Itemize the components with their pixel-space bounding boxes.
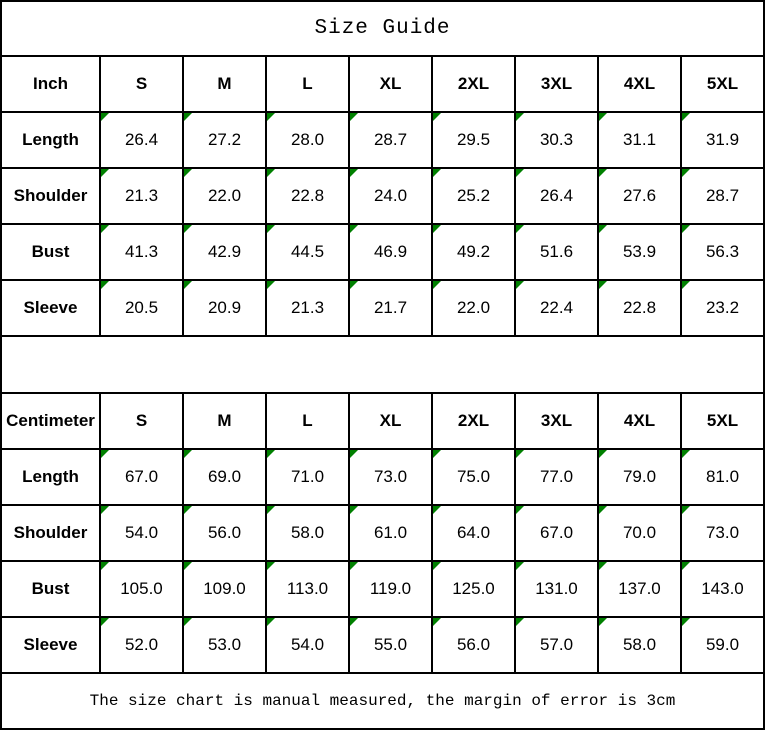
size-value: 143.0 <box>701 578 744 598</box>
cell-corner-marker-icon <box>267 169 275 177</box>
cell-corner-marker-icon <box>433 562 441 570</box>
size-value: 137.0 <box>618 578 661 598</box>
size-value-cell <box>598 280 681 336</box>
row-label: Bust <box>1 224 100 280</box>
size-value: 56.3 <box>705 242 740 262</box>
size-value-cell <box>681 449 764 505</box>
size-value-cell <box>266 561 349 617</box>
size-value: 54.0 <box>124 522 159 542</box>
table-row <box>1 112 764 168</box>
size-value-cell <box>515 561 598 617</box>
cell-corner-marker-icon <box>516 506 524 514</box>
size-value-cell <box>100 505 183 561</box>
cell-corner-marker-icon <box>101 281 109 289</box>
size-value: 20.9 <box>207 298 242 318</box>
cell-corner-marker-icon <box>682 450 690 458</box>
cell-corner-marker-icon <box>267 618 275 626</box>
cell-corner-marker-icon <box>433 450 441 458</box>
cell-corner-marker-icon <box>599 169 607 177</box>
cell-corner-marker-icon <box>101 450 109 458</box>
size-value: 71.0 <box>290 466 325 486</box>
cell-corner-marker-icon <box>682 506 690 514</box>
size-value-cell <box>266 280 349 336</box>
size-value-cell <box>598 449 681 505</box>
cell-corner-marker-icon <box>350 281 358 289</box>
size-column-header: L <box>266 393 349 449</box>
size-value-cell <box>432 224 515 280</box>
spacer-cell <box>1 336 764 392</box>
size-value: 27.6 <box>622 186 657 206</box>
size-value-cell <box>432 168 515 224</box>
cell-corner-marker-icon <box>184 169 192 177</box>
size-value-cell <box>515 449 598 505</box>
size-value: 28.0 <box>290 130 325 150</box>
table-row <box>1 449 764 505</box>
size-value: 49.2 <box>456 242 491 262</box>
cell-corner-marker-icon <box>433 169 441 177</box>
cell-corner-marker-icon <box>433 225 441 233</box>
row-label: Shoulder <box>1 168 100 224</box>
cell-corner-marker-icon <box>101 225 109 233</box>
table-row <box>1 168 764 224</box>
footer-row <box>1 673 764 729</box>
cell-corner-marker-icon <box>101 113 109 121</box>
size-value-cell <box>349 505 432 561</box>
size-value: 22.0 <box>456 298 491 318</box>
size-value: 67.0 <box>539 522 574 542</box>
size-value-cell <box>266 168 349 224</box>
size-value: 69.0 <box>207 466 242 486</box>
cell-corner-marker-icon <box>267 562 275 570</box>
cell-corner-marker-icon <box>184 562 192 570</box>
row-label: Bust <box>1 561 100 617</box>
size-value-cell <box>681 224 764 280</box>
cell-corner-marker-icon <box>267 506 275 514</box>
size-value-cell <box>598 224 681 280</box>
size-value-cell <box>183 112 266 168</box>
size-value-cell <box>100 617 183 673</box>
size-column-header: L <box>266 56 349 112</box>
size-column-header: 4XL <box>598 56 681 112</box>
size-value: 30.3 <box>539 130 574 150</box>
cell-corner-marker-icon <box>433 281 441 289</box>
cell-corner-marker-icon <box>682 618 690 626</box>
size-value-cell <box>349 280 432 336</box>
cell-corner-marker-icon <box>267 225 275 233</box>
cell-corner-marker-icon <box>599 281 607 289</box>
size-value-cell <box>183 280 266 336</box>
size-value: 131.0 <box>535 578 578 598</box>
cell-corner-marker-icon <box>682 225 690 233</box>
size-value-cell <box>598 168 681 224</box>
cell-corner-marker-icon <box>599 113 607 121</box>
size-value-cell <box>432 112 515 168</box>
cell-corner-marker-icon <box>267 113 275 121</box>
size-column-header: S <box>100 393 183 449</box>
size-value: 125.0 <box>452 578 495 598</box>
size-column-header: 5XL <box>681 56 764 112</box>
size-value-cell <box>681 280 764 336</box>
size-value: 81.0 <box>705 466 740 486</box>
size-value: 57.0 <box>539 634 574 654</box>
size-value-cell <box>266 505 349 561</box>
size-value-cell <box>515 280 598 336</box>
size-value: 54.0 <box>290 634 325 654</box>
row-label: Sleeve <box>1 617 100 673</box>
cell-corner-marker-icon <box>599 506 607 514</box>
size-value-cell <box>100 112 183 168</box>
size-value: 31.9 <box>705 130 740 150</box>
cell-corner-marker-icon <box>516 618 524 626</box>
size-value: 67.0 <box>124 466 159 486</box>
size-value: 56.0 <box>456 634 491 654</box>
cell-corner-marker-icon <box>433 506 441 514</box>
cell-corner-marker-icon <box>516 450 524 458</box>
size-value-cell <box>515 224 598 280</box>
table-row <box>1 505 764 561</box>
size-value: 41.3 <box>124 242 159 262</box>
size-value: 58.0 <box>290 522 325 542</box>
row-label: Sleeve <box>1 280 100 336</box>
size-value-cell <box>183 224 266 280</box>
cell-corner-marker-icon <box>184 506 192 514</box>
cell-corner-marker-icon <box>350 169 358 177</box>
size-value: 59.0 <box>705 634 740 654</box>
size-value-cell <box>515 112 598 168</box>
size-value-cell <box>598 112 681 168</box>
size-value: 53.9 <box>622 242 657 262</box>
size-header-row <box>1 393 764 449</box>
size-value-cell <box>100 449 183 505</box>
size-column-header: XL <box>349 393 432 449</box>
size-value-cell <box>349 617 432 673</box>
size-column-header: XL <box>349 56 432 112</box>
size-value: 70.0 <box>622 522 657 542</box>
cell-corner-marker-icon <box>682 562 690 570</box>
size-value: 73.0 <box>373 466 408 486</box>
size-value-cell <box>598 561 681 617</box>
table-row <box>1 224 764 280</box>
size-value-cell <box>183 168 266 224</box>
size-value: 109.0 <box>203 578 246 598</box>
size-value: 52.0 <box>124 634 159 654</box>
size-value: 119.0 <box>369 578 412 598</box>
size-value: 22.8 <box>290 186 325 206</box>
cell-corner-marker-icon <box>184 225 192 233</box>
size-value: 21.3 <box>290 298 325 318</box>
size-value: 77.0 <box>539 466 574 486</box>
size-value-cell <box>183 617 266 673</box>
size-value-cell <box>183 561 266 617</box>
size-value: 26.4 <box>124 130 159 150</box>
cell-corner-marker-icon <box>267 281 275 289</box>
size-column-header: 3XL <box>515 393 598 449</box>
size-value-cell <box>183 505 266 561</box>
cell-corner-marker-icon <box>682 113 690 121</box>
size-value: 27.2 <box>207 130 242 150</box>
size-value-cell <box>432 505 515 561</box>
cell-corner-marker-icon <box>184 113 192 121</box>
size-value: 25.2 <box>456 186 491 206</box>
cell-corner-marker-icon <box>184 281 192 289</box>
size-value: 28.7 <box>373 130 408 150</box>
size-value: 23.2 <box>705 298 740 318</box>
size-value-cell <box>681 112 764 168</box>
size-value: 24.0 <box>373 186 408 206</box>
size-header-row <box>1 56 764 112</box>
cell-corner-marker-icon <box>101 506 109 514</box>
cell-corner-marker-icon <box>101 562 109 570</box>
size-value-cell <box>515 168 598 224</box>
size-column-header: S <box>100 56 183 112</box>
size-value: 20.5 <box>124 298 159 318</box>
size-value: 46.9 <box>373 242 408 262</box>
size-value: 44.5 <box>290 242 325 262</box>
size-column-header: M <box>183 393 266 449</box>
size-value: 21.7 <box>373 298 408 318</box>
cell-corner-marker-icon <box>516 169 524 177</box>
size-value-cell <box>598 617 681 673</box>
size-value-cell <box>681 617 764 673</box>
spacer-row <box>1 336 764 392</box>
cell-corner-marker-icon <box>350 113 358 121</box>
table-row <box>1 280 764 336</box>
size-value-cell <box>100 280 183 336</box>
cell-corner-marker-icon <box>184 618 192 626</box>
footer-note: The size chart is manual measured, the margin of error is 3cm <box>1 673 764 729</box>
cell-corner-marker-icon <box>350 225 358 233</box>
cell-corner-marker-icon <box>350 506 358 514</box>
cell-corner-marker-icon <box>682 169 690 177</box>
cell-corner-marker-icon <box>350 618 358 626</box>
size-value: 22.4 <box>539 298 574 318</box>
size-value-cell <box>515 505 598 561</box>
size-value-cell <box>432 449 515 505</box>
cell-corner-marker-icon <box>267 450 275 458</box>
cell-corner-marker-icon <box>599 450 607 458</box>
size-column-header: 2XL <box>432 56 515 112</box>
size-value: 21.3 <box>124 186 159 206</box>
size-value-cell <box>100 224 183 280</box>
row-label: Length <box>1 449 100 505</box>
table-row <box>1 561 764 617</box>
cell-corner-marker-icon <box>101 169 109 177</box>
unit-header-cell: Centimeter <box>1 393 100 449</box>
size-value: 75.0 <box>456 466 491 486</box>
size-value: 79.0 <box>622 466 657 486</box>
size-value: 56.0 <box>207 522 242 542</box>
size-column-header: M <box>183 56 266 112</box>
cell-corner-marker-icon <box>682 281 690 289</box>
size-value-cell <box>349 112 432 168</box>
size-column-header: 3XL <box>515 56 598 112</box>
cell-corner-marker-icon <box>184 450 192 458</box>
size-value-cell <box>266 112 349 168</box>
size-value-cell <box>349 168 432 224</box>
size-value: 58.0 <box>622 634 657 654</box>
size-value: 31.1 <box>622 130 657 150</box>
size-value-cell <box>349 561 432 617</box>
size-value: 105.0 <box>120 578 163 598</box>
size-value-cell <box>183 449 266 505</box>
size-value-cell <box>266 617 349 673</box>
row-label: Shoulder <box>1 505 100 561</box>
size-value: 55.0 <box>373 634 408 654</box>
cell-corner-marker-icon <box>599 618 607 626</box>
size-value: 61.0 <box>373 522 408 542</box>
size-value: 42.9 <box>207 242 242 262</box>
size-value-cell <box>598 505 681 561</box>
size-value-cell <box>266 449 349 505</box>
cell-corner-marker-icon <box>516 113 524 121</box>
size-value: 64.0 <box>456 522 491 542</box>
size-value: 29.5 <box>456 130 491 150</box>
cell-corner-marker-icon <box>599 562 607 570</box>
size-column-header: 5XL <box>681 393 764 449</box>
inch-section <box>1 56 764 336</box>
size-value-cell <box>349 449 432 505</box>
size-value: 28.7 <box>705 186 740 206</box>
size-value-cell <box>515 617 598 673</box>
size-value-cell <box>432 280 515 336</box>
size-value: 26.4 <box>539 186 574 206</box>
cell-corner-marker-icon <box>101 618 109 626</box>
size-value-cell <box>100 561 183 617</box>
size-column-header: 4XL <box>598 393 681 449</box>
size-value-cell <box>681 505 764 561</box>
size-value-cell <box>432 561 515 617</box>
cell-corner-marker-icon <box>433 113 441 121</box>
size-value: 51.6 <box>539 242 574 262</box>
page-title: Size Guide <box>1 1 764 56</box>
size-value-cell <box>349 224 432 280</box>
size-column-header: 2XL <box>432 393 515 449</box>
size-value-cell <box>100 168 183 224</box>
size-value: 22.8 <box>622 298 657 318</box>
size-value-cell <box>681 168 764 224</box>
table-row <box>1 617 764 673</box>
size-value-cell <box>432 617 515 673</box>
cell-corner-marker-icon <box>350 562 358 570</box>
size-value: 73.0 <box>705 522 740 542</box>
cell-corner-marker-icon <box>433 618 441 626</box>
cell-corner-marker-icon <box>599 225 607 233</box>
size-value: 53.0 <box>207 634 242 654</box>
size-value: 113.0 <box>286 578 329 598</box>
centimeter-section <box>1 393 764 673</box>
cell-corner-marker-icon <box>516 562 524 570</box>
cell-corner-marker-icon <box>516 225 524 233</box>
size-value-cell <box>266 224 349 280</box>
unit-header-cell: Inch <box>1 56 100 112</box>
size-value-cell <box>681 561 764 617</box>
cell-corner-marker-icon <box>516 281 524 289</box>
cell-corner-marker-icon <box>350 450 358 458</box>
title-row <box>1 1 764 56</box>
size-value: 22.0 <box>207 186 242 206</box>
row-label: Length <box>1 112 100 168</box>
